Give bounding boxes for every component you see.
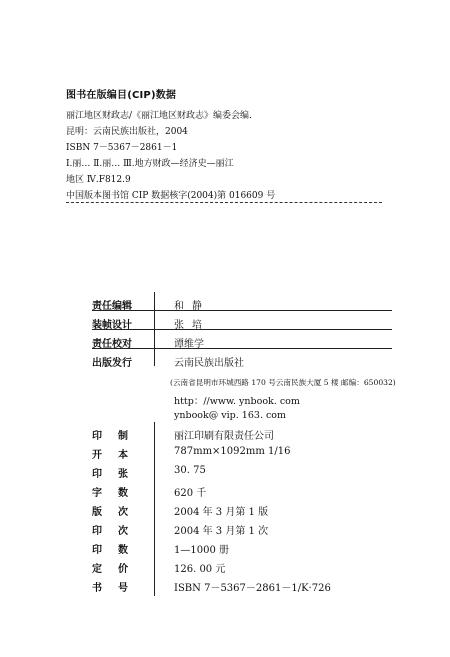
spec-row — [92, 446, 392, 466]
staff-label: 出版发行 — [92, 358, 132, 369]
spec-value: 2004 年 3 月第 1 次 — [174, 526, 269, 537]
staff-value: 谭维学 — [174, 339, 204, 350]
spec-row — [92, 427, 392, 447]
spec-value: 126. 00 元 — [174, 564, 226, 575]
spec-label: 字数 — [92, 488, 144, 499]
row-divider — [92, 348, 392, 349]
row-divider — [92, 310, 392, 311]
staff-row — [92, 316, 392, 336]
spec-label: 印张 — [92, 469, 144, 480]
staff-label: 责任编辑 — [92, 301, 132, 312]
staff-row — [92, 354, 392, 374]
staff-value: 云南民族出版社 — [174, 358, 244, 369]
cip-line: 中国版本图书馆 CIP 数据核字(2004)第 016609 号 — [66, 191, 276, 201]
spec-row — [92, 465, 392, 485]
cip-line: ISBN 7－5367－2861－1 — [66, 143, 178, 153]
spec-row — [92, 484, 392, 504]
spec-label: 印数 — [92, 545, 144, 556]
cip-line: 地区 Ⅳ.F812.9 — [66, 175, 131, 185]
staff-label: 装帧设计 — [92, 320, 132, 331]
spec-value: 30. 75 — [174, 465, 206, 476]
cip-divider — [66, 202, 382, 203]
spec-label: 定价 — [92, 564, 144, 575]
spec-value: 620 千 — [174, 488, 207, 499]
staff-label: 责任校对 — [92, 339, 132, 350]
staff-value: 和静 — [174, 301, 210, 312]
spec-value: 丽江印刷有限责任公司 — [174, 431, 274, 442]
publisher-website: http：//www. ynbook. com — [174, 396, 300, 407]
staff-row — [92, 297, 392, 317]
spec-label: 印次 — [92, 526, 144, 537]
spec-row — [92, 503, 392, 523]
spec-value: 2004 年 3 月第 1 版 — [174, 507, 269, 518]
publisher-email: ynbook@ vip. 163. com — [174, 410, 287, 421]
cip-line: Ⅰ.丽… Ⅱ.丽… Ⅲ.地方财政—经济史—丽江 — [66, 159, 234, 169]
staff-row — [92, 335, 392, 355]
spec-value: ISBN 7－5367－2861－1/K·726 — [174, 583, 331, 594]
spec-row — [92, 560, 392, 580]
spec-value: 787mm×1092mm 1/16 — [174, 446, 291, 457]
row-divider — [92, 329, 392, 330]
cip-title: 图书在版编目(CIP)数据 — [66, 90, 177, 101]
spec-label: 印制 — [92, 431, 144, 442]
spec-row — [92, 579, 392, 599]
cip-line: 丽江地区财政志/《丽江地区财政志》编委会编． — [66, 111, 259, 121]
spec-label: 版次 — [92, 507, 144, 518]
spec-row — [92, 522, 392, 542]
spec-row — [92, 541, 392, 561]
publisher-address: (云南省昆明市环城西路 170 号云南民族大厦 5 楼 邮编：650032) — [170, 378, 396, 387]
staff-value: 张培 — [174, 320, 210, 331]
spec-label: 开本 — [92, 450, 144, 461]
cip-line: 昆明：云南民族出版社，2004 — [66, 127, 188, 137]
spec-label: 书号 — [92, 583, 144, 594]
spec-value: 1—1000 册 — [174, 545, 229, 556]
